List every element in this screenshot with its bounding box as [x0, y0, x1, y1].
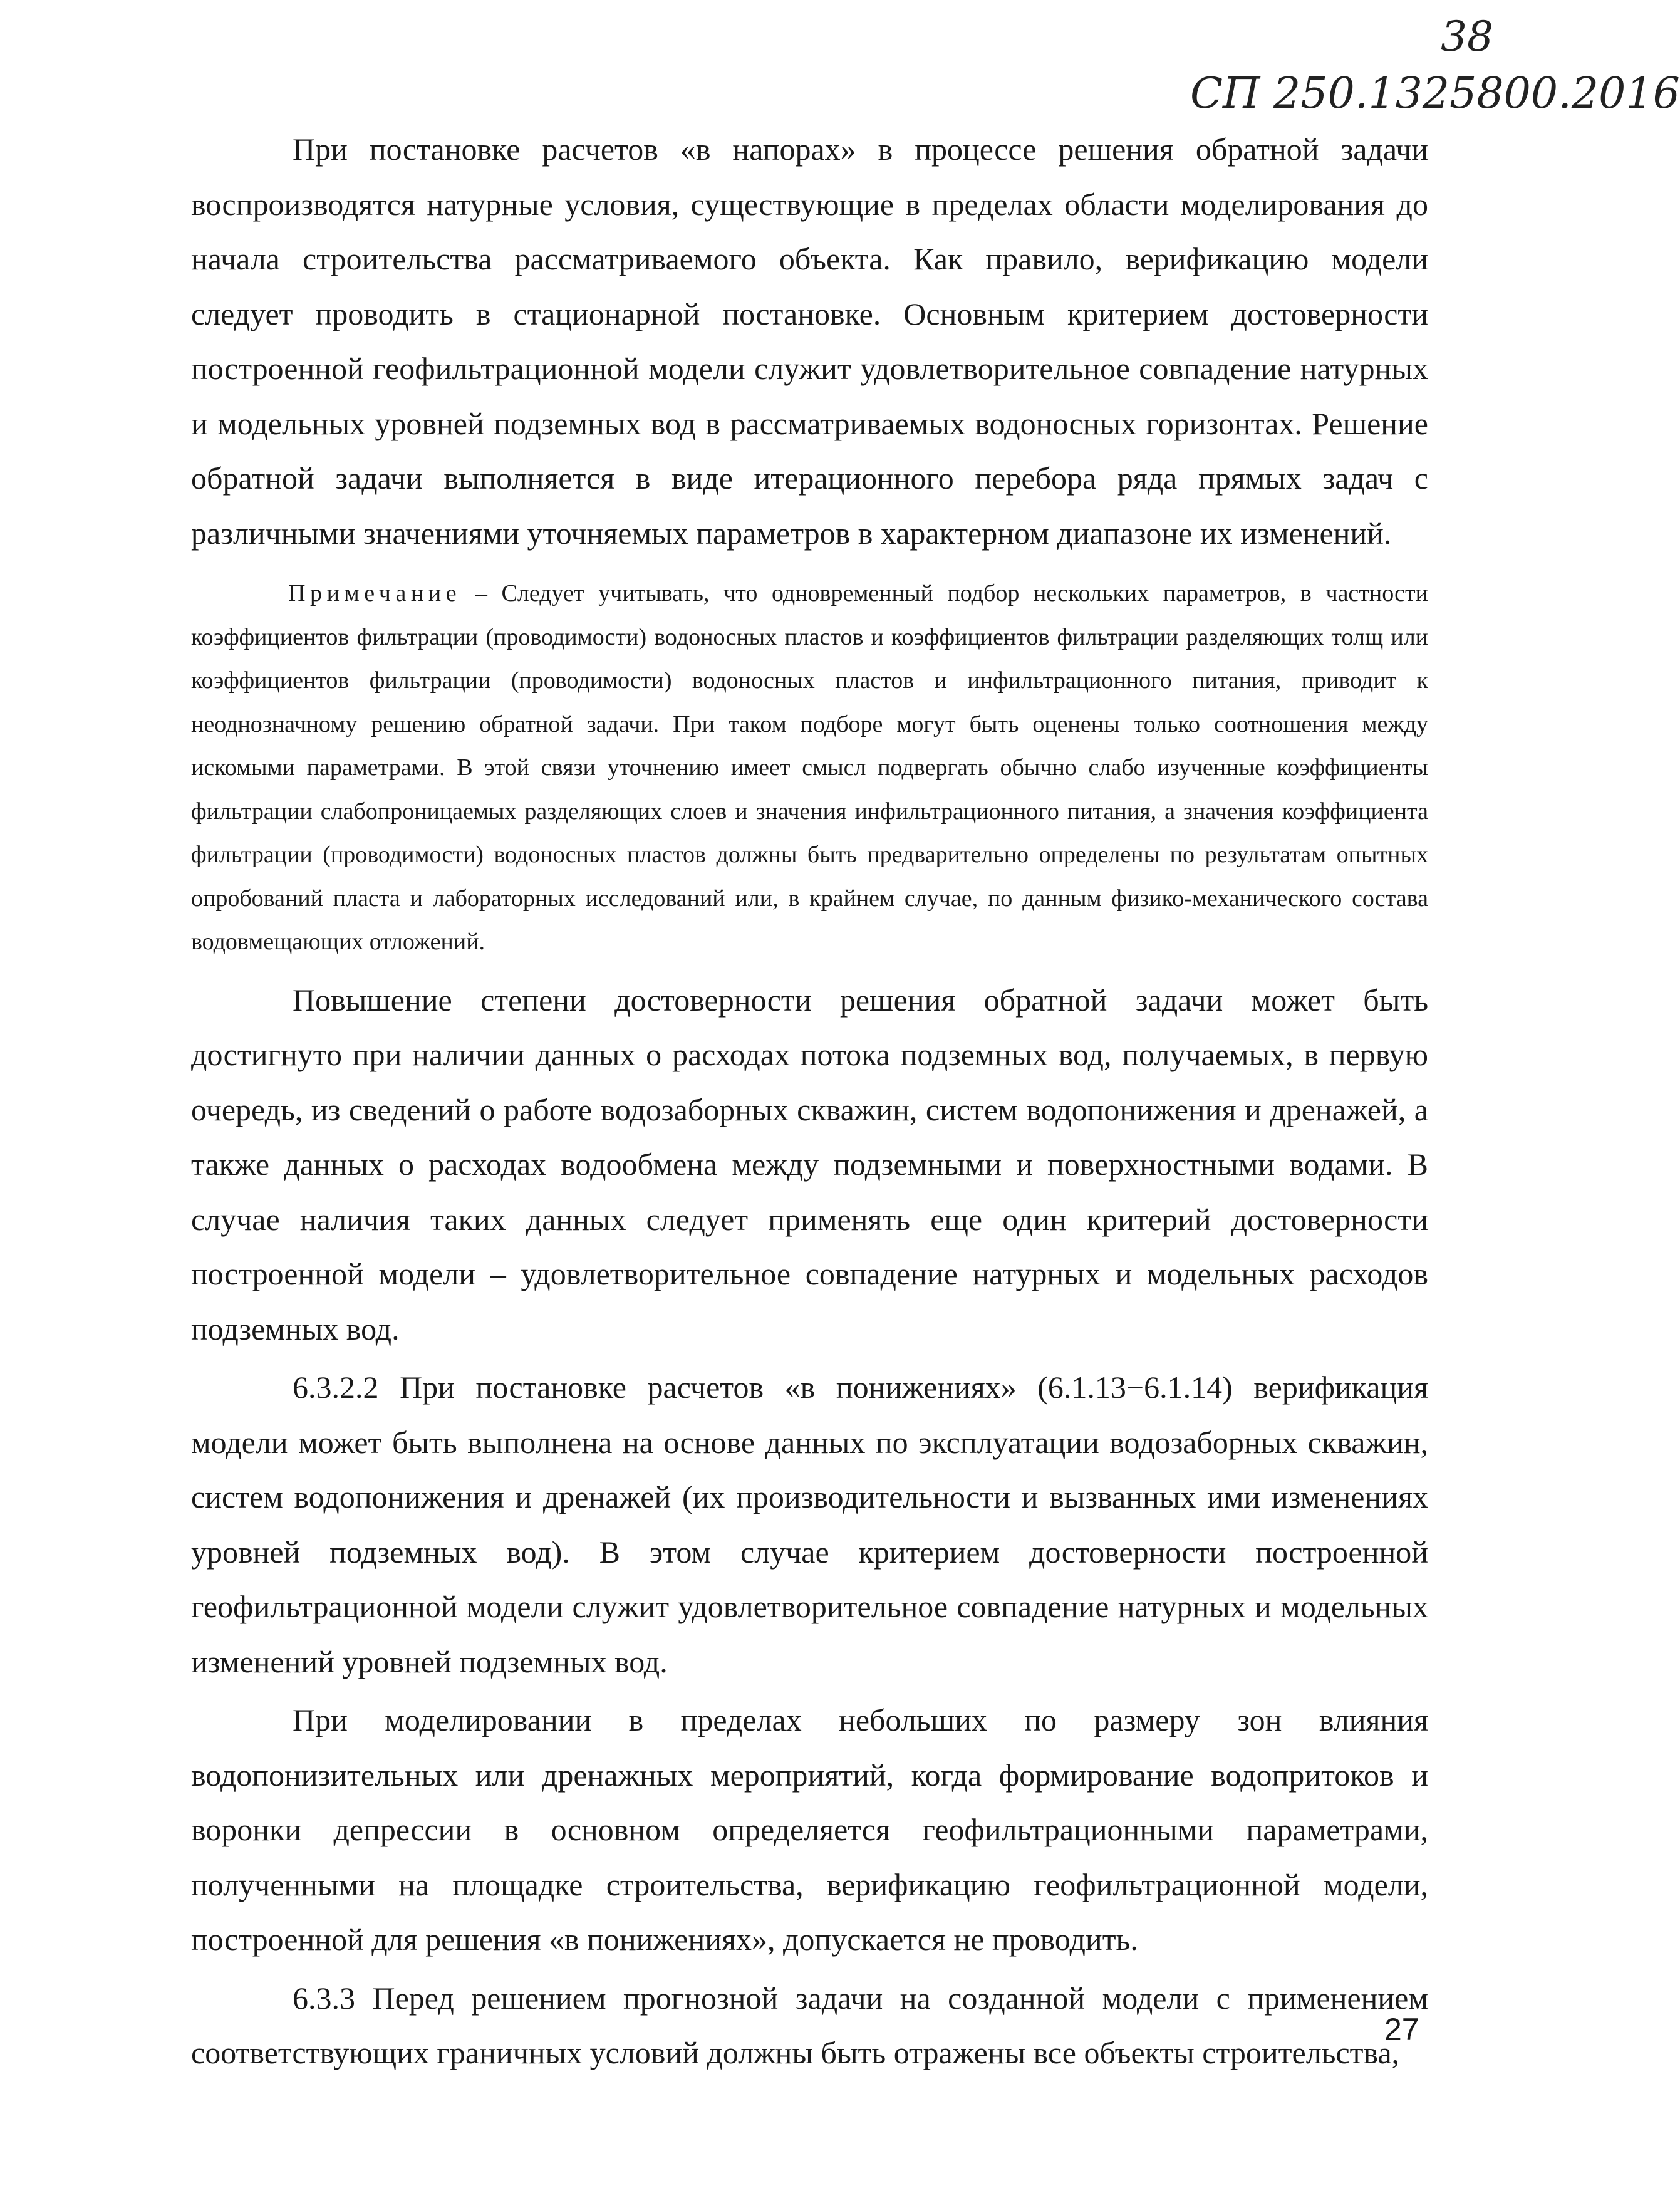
handwritten-standard-code: СП 250.1325800.2016	[1190, 69, 1680, 118]
page-body	[191, 122, 1428, 2081]
paragraph-inverse-problem-heads: При постановке расчетов «в напорах» в процессе решения обратной задачи воспроизводятся натурные условия, существующие в пределах области моделирования до начала строительства рассматриваемого объекта. Как правило, верификацию модели следует проводить в стационарной постановке. Основным критерием достоверности построенной геофильтрационной модели служит удовлетворительное совпадение натурных и модельных уровней подземных вод в рассматриваемых водоносных горизонтах. Решение обратной задачи выполняется в виде итерационного перебора ряда прямых задач с различными значениями уточняемых параметров в характерном диапазоне их изменений.	[191, 132, 1428, 551]
paragraph-6-3-3: 6.3.3 Перед решением прогнозной задачи на созданной модели с применением соответствующих граничных условий должны быть отражены все объекты строительства,	[191, 1980, 1428, 2070]
note-block	[191, 572, 1428, 964]
paragraph-6-3-2-2: 6.3.2.2 При постановке расчетов «в понижениях» (6.1.13−6.1.14) верификация модели может быть выполнена на основе данных по эксплуатации водозаборных скважин, систем водопонижения и дренажей (их производительности и вызванных ими изменениях уровней подземных вод). В этом случае критерием достоверности построенной геофильтрационной модели служит удовлетворительное совпадение натурных и модельных изменений уровней подземных вод.	[191, 1370, 1428, 1679]
note-label: Примечание	[288, 580, 462, 607]
paragraph-small-zones-modeling: При моделировании в пределах небольших по размеру зон влияния водопонизительных или дренажных мероприятий, когда формирование водопритоков и воронки депрессии в основном определяется геофильтрационными параметрами, полученными на площадке строительства, верификацию геофильтрационной модели, построенной для решения «в понижениях», допускается не проводить.	[191, 1702, 1428, 1957]
note-text: – Следует учитывать, что одновременный подбор нескольких параметров, в частности коэффициентов фильтрации (проводимости) водоносных пластов и коэффициентов фильтрации разделяющих толщ или коэффициентов фильтрации (проводимости) водоносных пластов и инфильтрационного питания, приводит к неоднозначному решению обратной задачи. При таком подборе могут быть оценены только соотношения между искомыми параметрами. В этой связи уточнению имеет смысл подвергать обычно слабо изученные коэффициенты фильтрации слабопроницаемых разделяющих слоев и значения инфильтрационного питания, а значения коэффициента фильтрации (проводимости) водоносных пластов должны быть предварительно определены по результатам опытных опробований пласта и лабораторных исследований или, в крайнем случае, по данным физико-механического состава водовмещающих отложений.	[191, 580, 1428, 955]
paragraph-reliability-flow-rates: Повышение степени достоверности решения обратной задачи может быть достигнуто при наличии данных о расходах потока подземных вод, получаемых, в первую очередь, из сведений о работе водозаборных скважин, систем водопонижения и дренажей, а также данных о расходах водообмена между подземными и поверхностными водами. В случае наличия таких данных следует применять еще один критерий достоверности построенной модели – удовлетворительное совпадение натурных и модельных расходов подземных вод.	[191, 982, 1428, 1346]
page-number: 27	[1384, 2012, 1419, 2047]
handwritten-folio-number: 38	[1441, 13, 1493, 61]
